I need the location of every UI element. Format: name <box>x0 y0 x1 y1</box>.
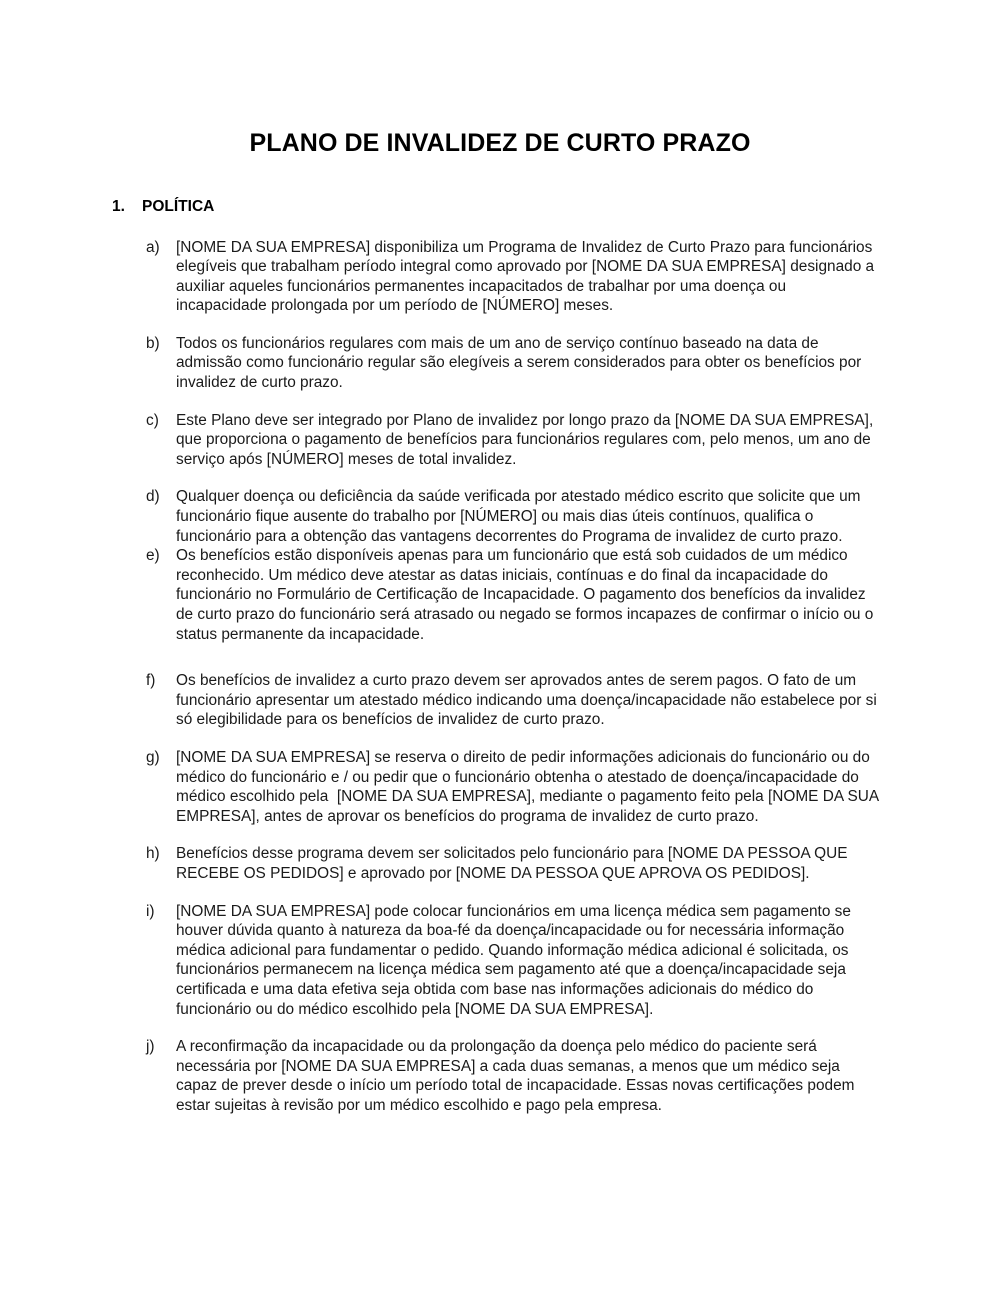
list-item <box>146 748 883 826</box>
list-item-marker: j) <box>146 1038 155 1056</box>
list-item-marker: c) <box>146 411 159 429</box>
list-item-text: Qualquer doença ou deficiência da saúde verificada por atestado médico escrito que solicite que um funcionário fique ausente do trabalho por [NÚMERO] ou mais dias úteis contínuos, qualifica o funcionário para a obtenção das vantagens decorrentes do Programa de invalidez de curto prazo. <box>176 488 865 545</box>
list-item-text: Todos os funcionários regulares com mais de um ano de serviço contínuo baseado na data de admissão como funcionário regular são elegíveis a serem considerados para obter os benefícios por invalidez de curto prazo. <box>176 334 866 392</box>
section-heading <box>112 197 880 217</box>
section-heading-label: POLÍTICA <box>142 198 215 215</box>
list-item-marker: b) <box>146 334 160 352</box>
list-item <box>146 487 880 546</box>
list-item-text: Os benefícios estão disponíveis apenas para um funcionário que está sob cuidados de um médico reconhecido. Um médico deve atestar as datas iniciais, contínuas e do final da incapacidade do funcionário no Formulário de Certificação de Incapacidade. O pagamento dos benefícios da invalidez de curto prazo do funcionário será atrasado ou negado se formos incapazes de confirmar o início ou o status permanente da incapacidade. <box>176 547 878 643</box>
section-politica <box>112 197 883 1115</box>
list-item <box>146 1037 880 1115</box>
list-item <box>146 411 880 470</box>
list-item-marker: e) <box>146 547 160 565</box>
list-item <box>146 238 880 316</box>
list-item <box>146 844 880 883</box>
list-item <box>146 902 880 1020</box>
section-number: 1. <box>112 198 125 215</box>
page-title: PLANO DE INVALIDEZ DE CURTO PRAZO <box>249 128 751 157</box>
list-item-marker: f) <box>146 672 156 690</box>
list-item-marker: g) <box>146 748 160 766</box>
policy-item-list <box>146 238 883 1116</box>
list-item <box>146 546 880 644</box>
list-item <box>146 334 880 393</box>
list-item-text: [NOME DA SUA EMPRESA] pode colocar funcionários em uma licença médica sem pagamento se houver dúvida quanto à natureza da boa-fé da doença/incapacidade ou for necessária informação médica adicional para fundamentar o pedido. Quando informação médica adicional é solicitada, os funcionários permanecem na licença médica sem pagamento até que a doença/incapacidade seja certificada e uma data efetiva seja obtida com base nas informações adicionais do médico do funcionário ou do médico escolhido pela [NOME DA SUA EMPRESA]. <box>176 902 856 1018</box>
list-item-marker: d) <box>146 488 160 506</box>
list-item-marker: i) <box>146 902 155 920</box>
list-item-text: Este Plano deve ser integrado por Plano de invalidez por longo prazo da [NOME DA SUA EMPRESA], que proporciona o pagamento de benefícios para funcionários regulares com, pelo menos, um ano de serviço após [NÚMERO] meses de total invalidez. <box>176 411 878 468</box>
list-item-marker: a) <box>146 238 160 256</box>
list-item-text: A reconfirmação da incapacidade ou da prolongação da doença pelo médico do paciente será necessária por [NOME DA SUA EMPRESA] a cada duas semanas, a menos que um médico seja capaz de prever desde o início um período total de incapacidade. Essas novas certificações podem estar sujeitas à revisão por um médico escolhido e pago pela empresa. <box>176 1038 859 1114</box>
list-item-marker: h) <box>146 845 160 863</box>
list-item <box>146 671 880 730</box>
list-item-text: Benefícios desse programa devem ser solicitados pelo funcionário para [NOME DA PESSOA QUE RECEBE OS PEDIDOS] e aprovado por [NOME DA PESSOA QUE APROVA OS PEDIDOS]. <box>176 845 852 882</box>
list-item-text: [NOME DA SUA EMPRESA] disponibiliza um Programa de Invalidez de Curto Prazo para funcionários elegíveis que trabalham período integral como aprovado por [NOME DA SUA EMPRESA] designado a auxiliar aqueles funcionários permanentes incapacitados de trabalhar por uma doença ou incapacidade prolongada por um período de [NÚMERO] meses. <box>176 238 879 315</box>
list-item-text: Os benefícios de invalidez a curto prazo devem ser aprovados antes de serem pagos. O fato de um funcionário apresentar um atestado médico indicando uma doença/incapacidade não estabelece por si só elegibilidade para os benefícios de invalidez de curto prazo. <box>176 672 882 729</box>
list-item-text: [NOME DA SUA EMPRESA] se reserva o direito de pedir informações adicionais do funcionário ou do médico do funcionário e / ou pedir que o funcionário obtenha o atestado de doença/incapacidade do médico escolhido pela [NOME DA SUA EMPRESA], mediante o pagamento feito pela [NOME DA SUA EMPRESA], antes de aprovar os benefícios do programa de invalidez de curto prazo. <box>176 748 883 825</box>
